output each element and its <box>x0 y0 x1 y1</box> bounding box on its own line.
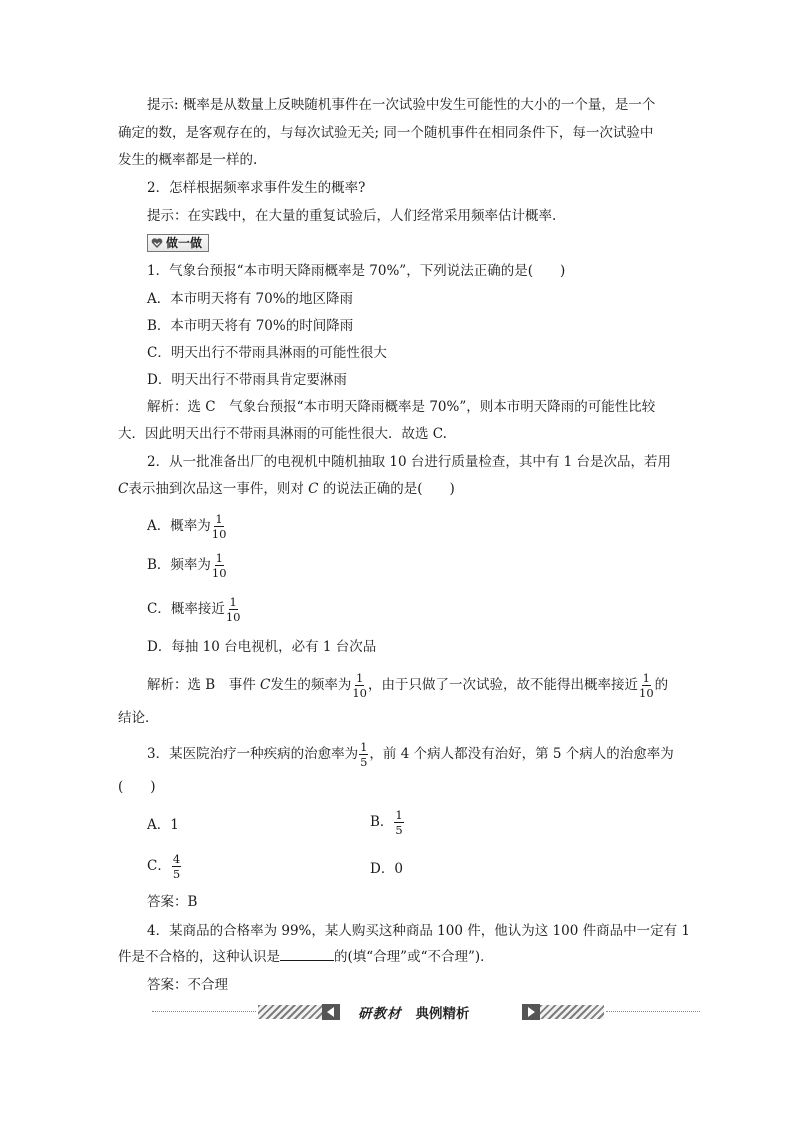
banner-title <box>358 1002 470 1022</box>
fraction-numerator: 4 <box>172 852 181 866</box>
fraction-numerator: 1 <box>229 595 237 609</box>
problem-2-option-a <box>147 513 227 540</box>
variable-c: C <box>308 481 319 497</box>
fraction-denominator: 10 <box>225 610 241 624</box>
problem-3-stem <box>147 741 674 768</box>
fraction-numerator: 1 <box>215 551 223 565</box>
fraction <box>226 596 241 623</box>
hint-line-3: 发生的概率都是一样的. <box>118 152 258 168</box>
fraction-denominator: 10 <box>352 686 367 700</box>
problem-4-stem-text: 件是不合格的，这种认识是 <box>118 949 280 965</box>
problem-3-answer: 答案：B <box>147 894 198 910</box>
fraction <box>212 552 227 579</box>
fraction-numerator: 1 <box>642 671 650 685</box>
problem-2-stem-line-1: 2．从一批准备出厂的电视机中随机抽取 10 台进行质量检查，其中有 1 台是次品，若用 <box>147 454 672 470</box>
problem-3-stem-text: ，前 4 个病人都没有治好，第 5 个病人的治愈率为 <box>369 746 674 762</box>
analysis-text: 解析：选 B 事件 <box>147 677 261 693</box>
fraction <box>212 513 227 540</box>
hint-line-1: 提示: 概率是从数量上反映随机事件在一次试验中发生可能性的大小的一个量，是一个 <box>147 97 656 113</box>
fraction-denominator: 5 <box>360 755 368 769</box>
problem-4-stem-text: 的(填“合理”或“不合理”)． <box>334 949 494 965</box>
problem-3-option-d: D．0 <box>370 861 403 877</box>
section-badge <box>147 234 209 252</box>
problem-1-analysis-line-2: 大．因此明天出行不带雨具淋雨的可能性很大．故选 C. <box>118 426 447 442</box>
problem-1-option-c: C．明天出行不带雨具淋雨的可能性很大 <box>147 345 387 361</box>
fraction-denominator: 5 <box>172 867 181 881</box>
problem-2-option-d: D．每抽 10 台电视机，必有 1 台次品 <box>147 639 377 655</box>
fill-in-blank <box>280 948 334 961</box>
problem-3-stem-text: 3．某医院治疗一种疾病的治愈率为 <box>147 746 359 762</box>
problem-2-analysis <box>147 672 668 699</box>
fraction <box>352 672 367 699</box>
problem-3-paren: ( ) <box>118 779 156 795</box>
problem-3-option-a: A．1 <box>147 817 179 833</box>
option-label: C． <box>147 858 171 874</box>
problem-3-option-c <box>147 853 182 880</box>
fraction <box>359 741 368 768</box>
arrow-left-icon <box>322 1004 340 1020</box>
option-label: B． <box>370 814 394 830</box>
problem-2-option-b <box>147 552 228 579</box>
fraction <box>394 809 403 836</box>
banner-heading: 典例精析 <box>415 1006 470 1022</box>
fraction-denominator: 10 <box>639 686 654 700</box>
stripes-right <box>540 1005 604 1019</box>
fraction <box>639 672 654 699</box>
option-label: B．频率为 <box>147 557 211 573</box>
problem-4-stem-line-2 <box>118 948 494 966</box>
problem-3-option-b <box>370 809 405 836</box>
analysis-text: ，由于只做了一次试验，故不能得出概率接近 <box>368 677 638 693</box>
problem-1-option-b: B．本市明天将有 70%的时间降雨 <box>147 318 354 334</box>
fraction-denominator: 10 <box>211 566 227 580</box>
fraction-numerator: 1 <box>356 671 364 685</box>
hint-line-2: 确定的数，是客观存在的，与每次试验无关; 同一个随机事件在相同条件下，每一次试验中 <box>118 125 654 141</box>
question-2-title: 2．怎样根据频率求事件发生的概率? <box>147 180 366 196</box>
arrow-right-icon <box>522 1004 540 1020</box>
problem-2-stem-text-a: 表示抽到次品这一事件，则对 <box>128 481 309 497</box>
dotted-rule-left <box>152 1011 256 1012</box>
variable-c: C <box>260 677 271 693</box>
problem-4-stem-line-1: 4．某商品的合格率为 99%，某人购买这种商品 100 件，他认为这 100 件商品中一定有 1 <box>147 923 690 939</box>
variable-c: C <box>118 481 129 497</box>
section-badge-label: 做一做 <box>166 236 203 250</box>
stripes-left <box>258 1005 322 1019</box>
section-banner <box>152 1001 700 1023</box>
problem-4-answer: 答案：不合理 <box>147 977 228 993</box>
option-label: C．概率接近 <box>147 601 225 617</box>
problem-1-stem: 1．气象台预报“本市明天降雨概率是 70%”，下列说法正确的是( ) <box>147 263 566 279</box>
option-label: A．概率为 <box>147 518 211 534</box>
fraction-numerator: 1 <box>215 512 223 526</box>
dotted-rule-right <box>606 1011 700 1012</box>
problem-2-stem-text-b: 的说法正确的是( ) <box>318 481 455 497</box>
problem-2-analysis-end: 结论． <box>118 710 159 726</box>
problem-2-option-c <box>147 596 241 623</box>
problem-1-analysis-line-1: 解析：选 C 气象台预报“本市明天降雨概率是 70%”，则本市明天降雨的可能性比较 <box>147 399 656 415</box>
heart-icon <box>151 237 163 249</box>
fraction-denominator: 5 <box>395 823 403 837</box>
question-2-hint: 提示：在实践中，在大量的重复试验后，人们经常采用频率估计概率. <box>147 208 557 224</box>
problem-1-option-d: D．明天出行不带雨具肯定要淋雨 <box>147 372 347 388</box>
fraction-numerator: 1 <box>360 740 368 754</box>
problem-1-option-a: A．本市明天将有 70%的地区降雨 <box>147 291 354 307</box>
fraction-numerator: 1 <box>395 808 403 822</box>
problem-2-stem-line-2 <box>118 480 455 498</box>
analysis-text: 的 <box>654 677 669 693</box>
banner-logo: 研教材 <box>358 1006 402 1022</box>
fraction-denominator: 10 <box>211 527 227 541</box>
analysis-text: 发生的频率为 <box>270 677 352 693</box>
fraction <box>172 853 181 880</box>
